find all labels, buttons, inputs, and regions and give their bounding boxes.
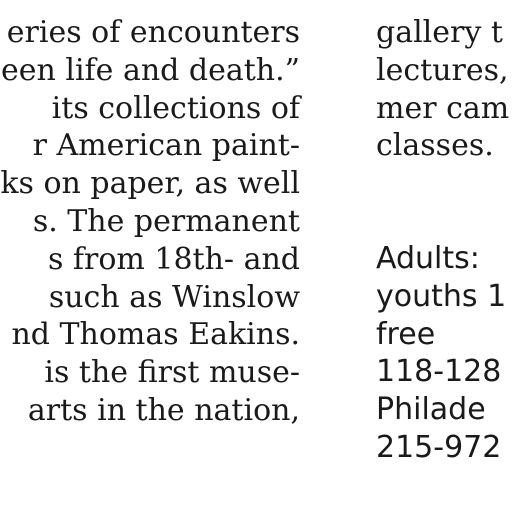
text-line: een life and death.”	[1, 52, 300, 88]
admission-youths-line: youths 1	[376, 278, 507, 314]
text-line: r American paint-	[32, 128, 300, 164]
city-line: Philade	[376, 392, 486, 428]
text-line: mer cam	[376, 90, 510, 126]
text-line: ks on paper, as well	[0, 166, 300, 202]
text-line: such as Winslow	[48, 279, 300, 315]
text-line: nd Thomas Eakins.	[11, 317, 300, 353]
phone-line: 215-972	[376, 429, 502, 465]
text-line: s. The permanent	[32, 203, 300, 239]
admission-free-line: free	[376, 316, 436, 352]
text-line: gallery t	[376, 15, 503, 50]
body-text-right-column	[376, 14, 509, 165]
text-line: classes.	[376, 128, 494, 164]
text-line: arts in the nation,	[27, 392, 300, 428]
body-text-left-column	[0, 14, 300, 430]
text-line: s from 18th- and	[47, 241, 300, 277]
text-line: is the first muse-	[44, 355, 300, 391]
admission-adults-line: Adults:	[376, 241, 480, 276]
visitor-info-block	[376, 240, 506, 467]
text-line: lectures,	[376, 52, 509, 88]
text-line: eries of encounters	[6, 15, 300, 50]
address-line: 118-128	[376, 354, 502, 390]
text-line: its collections of	[51, 90, 300, 126]
